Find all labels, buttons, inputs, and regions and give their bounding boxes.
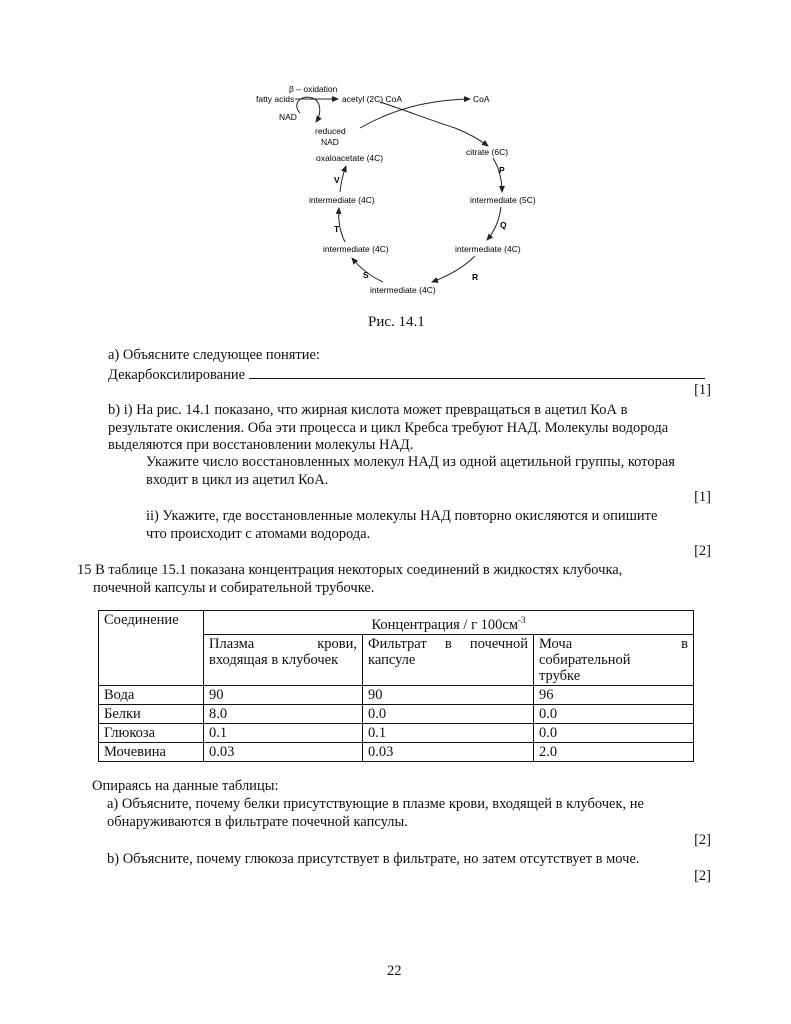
row-name: Глюкоза xyxy=(99,723,204,742)
q14-b-line1: b) i) На рис. 14.1 показано, что жирная кислота может превращаться в ацетил КоА в xyxy=(108,402,628,418)
step-label-p: P xyxy=(499,165,505,175)
row-name: Белки xyxy=(99,704,204,723)
q14-b-line4: Укажите число восстановленных молекул НАД из одной ацетильной группы, которая xyxy=(146,454,675,470)
subheader-urine: Моча в собирательной трубке xyxy=(534,634,694,685)
step-label-q: Q xyxy=(500,220,507,230)
q15-intro-line1: 15 В таблице 15.1 показана концентрация некоторых соединений в жидкостях клубочка, xyxy=(77,562,623,578)
table-row xyxy=(99,704,694,723)
q15-a-line1: a) Объясните, почему белки присутствующие в плазме крови, входящей в клубочек, не xyxy=(107,796,644,812)
q14-a-mark: [1] xyxy=(694,382,711,398)
step-label-v: V xyxy=(334,175,340,185)
q15-b-line1: b) Объясните, почему глюкоза присутствует в фильтрате, но затем отсутствует в моче. xyxy=(107,851,640,867)
intermediate-left-lower-label: intermediate (4C) xyxy=(323,244,389,254)
row-filtrate: 0.1 xyxy=(363,723,534,742)
row-urine: 2.0 xyxy=(534,742,694,761)
step-label-s: S xyxy=(363,270,369,280)
q14-b-line3: выделяются при восстановлении молекулы НАД. xyxy=(108,437,414,453)
row-plasma: 0.03 xyxy=(204,742,363,761)
figure-caption: Рис. 14.1 xyxy=(368,314,425,330)
row-filtrate: 90 xyxy=(363,685,534,704)
q15-after-table: Опираясь на данные таблицы: xyxy=(92,778,279,794)
intermediate-bottom-label: intermediate (4C) xyxy=(370,285,436,295)
row-name: Мочевина xyxy=(99,742,204,761)
q14-b-line2: результате окисления. Оба эти процесса и цикл Кребса требуют НАД. Молекулы водорода xyxy=(108,420,669,436)
header-compound: Соединение xyxy=(99,611,204,686)
table-row xyxy=(99,742,694,761)
row-urine: 0.0 xyxy=(534,704,694,723)
acetyl-coa-label: acetyl (2C) CoA xyxy=(342,94,402,104)
q15-a-mark: [2] xyxy=(694,832,711,848)
arrow-p xyxy=(493,158,502,192)
coa-label: CoA xyxy=(473,94,490,104)
arrow-t xyxy=(339,208,345,242)
q14-a-line1: a) Объясните следующее понятие: xyxy=(108,347,320,363)
intermediate-right-lower-label: intermediate (4C) xyxy=(455,244,521,254)
page-number: 22 xyxy=(387,963,402,979)
nad-loop-arrow xyxy=(297,97,320,122)
concentration-table xyxy=(98,610,694,762)
q14-a-line2-row xyxy=(108,364,705,384)
q14-b-line5: входит в цикл из ацетил КоА. xyxy=(146,472,329,488)
row-filtrate: 0.0 xyxy=(363,704,534,723)
header-concentration: Концентрация / г $100см^{-3}$ xyxy=(204,611,694,635)
beta-oxidation-label: β – oxidation xyxy=(289,84,338,94)
reduced-nad-label-2: NAD xyxy=(321,137,339,147)
q15-b-mark: [2] xyxy=(694,868,711,884)
row-filtrate: 0.03 xyxy=(363,742,534,761)
q14-bii-line2: что происходит с атомами водорода. xyxy=(146,526,371,542)
q14-a-term: Декарбоксилирование xyxy=(108,367,246,383)
q14-bii-line1: ii) Укажите, где восстановленные молекулы НАД повторно окисляются и опишите xyxy=(146,508,658,524)
citrate-label: citrate (6C) xyxy=(466,147,509,157)
oxaloacetate-label: oxaloacetate (4C) xyxy=(316,153,384,163)
reduced-nad-label-1: reduced xyxy=(315,126,346,136)
intermediate-left-upper-label: intermediate (4C) xyxy=(309,195,375,205)
q14-a-answer-line[interactable] xyxy=(249,364,705,379)
table-row xyxy=(99,723,694,742)
arrow-r xyxy=(432,256,475,282)
row-name: Вода xyxy=(99,685,204,704)
nad-label: NAD xyxy=(279,112,297,122)
q15-a-line2: обнаруживаются в фильтрате почечной капсулы. xyxy=(107,814,408,830)
krebs-cycle-diagram xyxy=(0,0,791,310)
q15-intro-line2: почечной капсулы и собирательной трубочке. xyxy=(93,580,375,596)
fatty-acids-label: fatty acids xyxy=(256,94,295,104)
arrow-q xyxy=(487,207,501,240)
subheader-filtrate: Фильтрат в почечной капсуле xyxy=(363,634,534,685)
step-label-r: R xyxy=(472,272,479,282)
arrow-v xyxy=(340,166,346,192)
step-label-t: T xyxy=(334,224,340,234)
arrow-citrate xyxy=(455,128,488,146)
row-plasma: 90 xyxy=(204,685,363,704)
table-row xyxy=(99,685,694,704)
intermediate-5c-label: intermediate (5C) xyxy=(470,195,536,205)
row-plasma: 8.0 xyxy=(204,704,363,723)
header-concentration-exp: -3 xyxy=(518,615,526,625)
row-urine: 0.0 xyxy=(534,723,694,742)
subheader-plasma: Плазма крови, входящая в клубочек xyxy=(204,634,363,685)
row-urine: 96 xyxy=(534,685,694,704)
row-plasma: 0.1 xyxy=(204,723,363,742)
q14-b-mark1: [1] xyxy=(694,489,711,505)
q14-b-mark2: [2] xyxy=(694,543,711,559)
table-header-row xyxy=(99,611,694,635)
